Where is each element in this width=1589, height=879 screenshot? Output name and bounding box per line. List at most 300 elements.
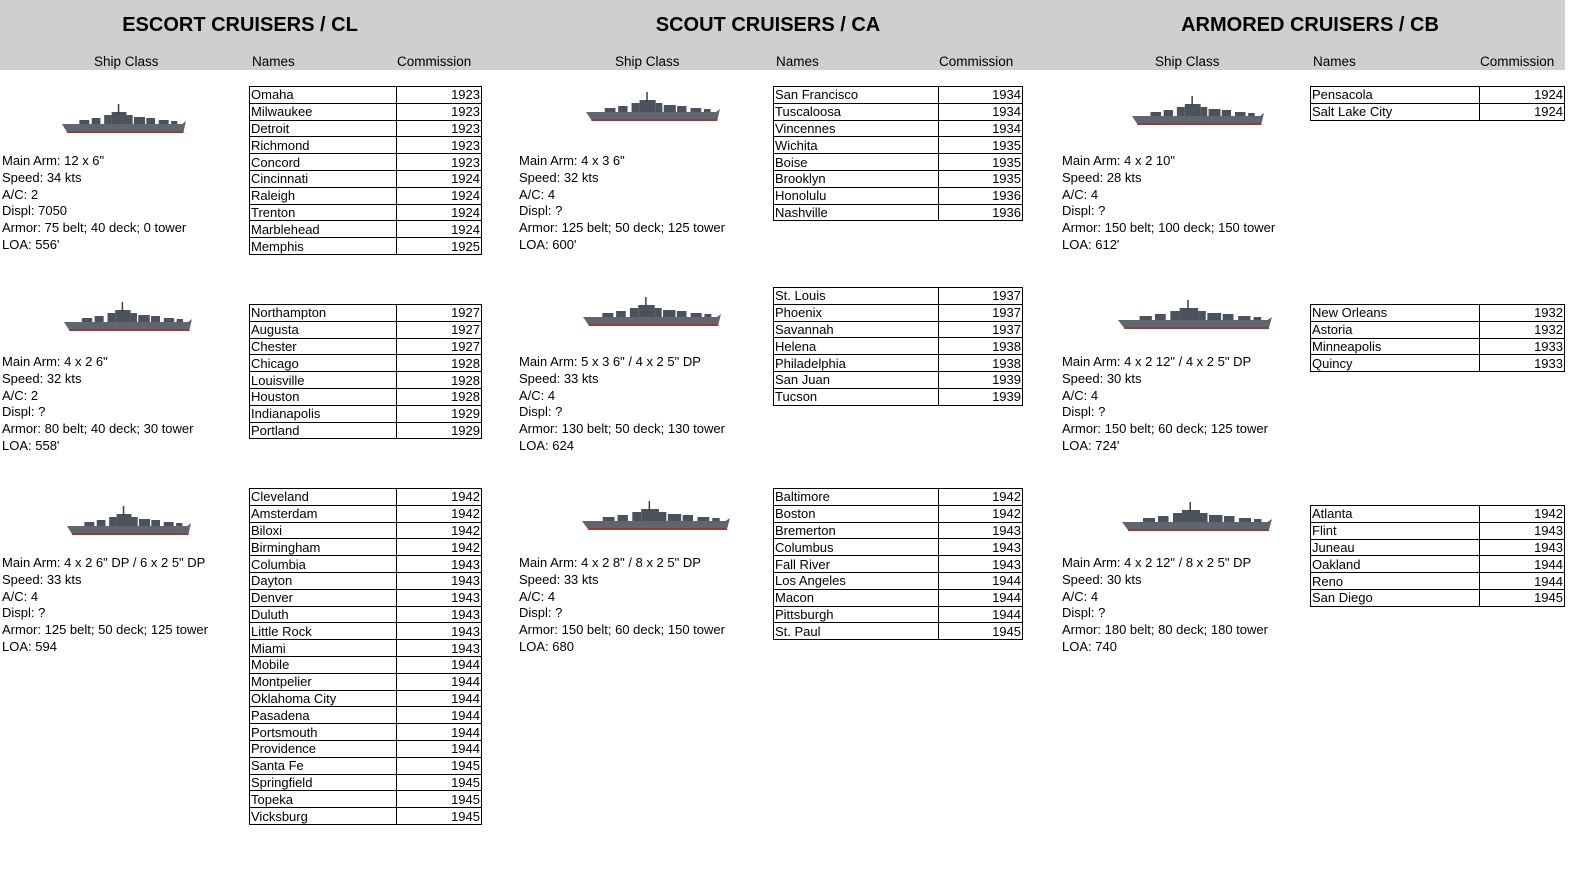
table-row (250, 338, 482, 355)
table-row (250, 522, 482, 539)
commission-year: 1927 (397, 338, 482, 355)
col-head-names: Names (776, 54, 819, 69)
ship-name: Providence (250, 740, 397, 757)
ship-name: Macon (774, 589, 939, 606)
commission-year: 1937 (939, 304, 1023, 321)
ship-name: Bremerton (774, 522, 939, 539)
commission-year: 1936 (939, 204, 1023, 221)
commission-year: 1942 (939, 489, 1023, 506)
table-row (1311, 338, 1565, 355)
commission-year: 1943 (397, 556, 482, 573)
ship-name: Little Rock (250, 623, 397, 640)
commission-year: 1944 (397, 673, 482, 690)
table-row (774, 371, 1023, 388)
ship-names-table (249, 86, 482, 255)
ship-name: Flint (1311, 522, 1480, 539)
spec-speed: Speed: 30 kts (1062, 370, 1142, 386)
ship-name: Houston (250, 388, 397, 405)
commission-year: 1938 (939, 355, 1023, 372)
ship-name: Columbus (774, 539, 939, 556)
ship-name: Omaha (250, 87, 397, 104)
spec-loa: LOA: 624 (519, 437, 574, 453)
table-row (1311, 539, 1565, 556)
table-row (774, 204, 1023, 221)
commission-year: 1943 (397, 572, 482, 589)
table-row (250, 808, 482, 825)
spec-loa: LOA: 600' (519, 236, 577, 252)
ship-class-specs (2, 153, 186, 254)
commission-year: 1943 (397, 606, 482, 623)
section-title-escort: ESCORT CRUISERS / CL (122, 14, 358, 36)
table-row (774, 170, 1023, 187)
commission-year: 1945 (397, 808, 482, 825)
table-row (250, 187, 482, 204)
spec-displacement: Displ: ? (1062, 605, 1106, 621)
commission-year: 1943 (939, 522, 1023, 539)
col-head-ship-class: Ship Class (615, 54, 680, 69)
table-row (774, 539, 1023, 556)
spec-main-arm: Main Arm: 4 x 2 12" / 8 x 2 5" DP (1062, 555, 1252, 570)
ship-name: Fall River (774, 556, 939, 573)
table-row (1311, 506, 1565, 523)
commission-year: 1927 (397, 305, 482, 322)
table-row (1311, 556, 1565, 573)
commission-year: 1945 (397, 774, 482, 791)
table-row (250, 321, 482, 338)
commission-year: 1923 (397, 137, 482, 154)
table-row (774, 606, 1023, 623)
commission-year: 1935 (939, 154, 1023, 171)
table-row (250, 740, 482, 757)
ship-name: Vicksburg (250, 808, 397, 825)
ship-name: Vincennes (774, 120, 939, 137)
table-row (250, 724, 482, 741)
table-row (774, 572, 1023, 589)
table-row (774, 338, 1023, 355)
spec-aircraft: A/C: 4 (2, 588, 39, 604)
commission-year: 1923 (397, 120, 482, 137)
spec-armor: Armor: 150 belt; 60 deck; 150 tower (519, 622, 725, 638)
commission-year: 1924 (397, 170, 482, 187)
spec-main-arm: Main Arm: 4 x 2 12" / 4 x 2 5" DP (1062, 354, 1252, 369)
table-row (250, 640, 482, 657)
spec-armor: Armor: 80 belt; 40 deck; 30 tower (2, 421, 194, 437)
spec-speed: Speed: 28 kts (1062, 169, 1142, 185)
ship-name: Amsterdam (250, 505, 397, 522)
ship-class-specs (519, 153, 725, 254)
ship-name: Cleveland (250, 489, 397, 506)
ship-name: Minneapolis (1311, 338, 1480, 355)
ship-name: Dayton (250, 572, 397, 589)
ship-silhouette-icon (1122, 498, 1272, 538)
col-head-commission: Commission (1480, 54, 1555, 69)
commission-year: 1944 (397, 707, 482, 724)
ship-name: Salt Lake City (1311, 103, 1480, 120)
spec-main-arm: Main Arm: 4 x 2 10" (1062, 153, 1175, 168)
spec-displacement: Displ: ? (519, 404, 563, 420)
ship-names-table (1310, 304, 1565, 372)
ship-name: Boise (774, 154, 939, 171)
spec-speed: Speed: 30 kts (1062, 571, 1142, 587)
spec-speed: Speed: 33 kts (2, 571, 82, 587)
ship-name: Tuscaloosa (774, 103, 939, 120)
ship-name: Brooklyn (774, 170, 939, 187)
spec-armor: Armor: 130 belt; 50 deck; 130 tower (519, 421, 725, 437)
table-row (250, 388, 482, 405)
commission-year: 1945 (1480, 589, 1565, 606)
ship-name: Detroit (250, 120, 397, 137)
ship-class-specs (519, 354, 725, 455)
ship-name: Reno (1311, 573, 1480, 590)
commission-year: 1923 (397, 87, 482, 104)
table-row (250, 707, 482, 724)
commission-year: 1934 (939, 87, 1023, 104)
ship-name: Philadelphia (774, 355, 939, 372)
table-row (774, 154, 1023, 171)
spec-armor: Armor: 75 belt; 40 deck; 0 tower (2, 220, 187, 236)
commission-year: 1945 (397, 757, 482, 774)
ship-name: Duluth (250, 606, 397, 623)
commission-year: 1942 (1480, 506, 1565, 523)
ship-name: Richmond (250, 137, 397, 154)
ship-silhouette-icon (583, 293, 721, 333)
table-row (774, 187, 1023, 204)
commission-year: 1927 (397, 321, 482, 338)
commission-year: 1942 (397, 539, 482, 556)
ship-name: Mobile (250, 656, 397, 673)
spec-main-arm: Main Arm: 4 x 2 6" DP / 6 x 2 5" DP (2, 555, 206, 570)
ship-name: Phoenix (774, 304, 939, 321)
spec-armor: Armor: 125 belt; 50 deck; 125 tower (2, 622, 208, 638)
ship-name: Indianapolis (250, 405, 397, 422)
ship-class-specs (1062, 354, 1268, 455)
table-row (250, 774, 482, 791)
commission-year: 1943 (397, 623, 482, 640)
ship-name: Helena (774, 338, 939, 355)
commission-year: 1938 (939, 338, 1023, 355)
table-row (774, 489, 1023, 506)
ship-class-specs (1062, 555, 1268, 656)
spec-aircraft: A/C: 2 (2, 186, 39, 202)
ship-name: St. Louis (774, 288, 939, 305)
table-row (774, 288, 1023, 305)
commission-year: 1935 (939, 170, 1023, 187)
ship-silhouette-icon (67, 502, 191, 542)
ship-name: Concord (250, 154, 397, 171)
ship-name: Birmingham (250, 539, 397, 556)
table-row (250, 87, 482, 104)
ship-class-specs (2, 354, 193, 455)
ship-name: Trenton (250, 204, 397, 221)
table-row (250, 305, 482, 322)
ship-name: Pittsburgh (774, 606, 939, 623)
table-row (250, 556, 482, 573)
spec-displacement: Displ: 7050 (2, 203, 68, 219)
ship-silhouette-icon (586, 88, 720, 128)
commission-year: 1923 (397, 103, 482, 120)
section-title-scout: SCOUT CRUISERS / CA (655, 14, 881, 36)
ship-names-table (1310, 86, 1565, 121)
table-row (250, 238, 482, 255)
ship-name: Quincy (1311, 355, 1480, 372)
commission-year: 1924 (1480, 103, 1565, 120)
spec-speed: Speed: 34 kts (2, 169, 82, 185)
spec-armor: Armor: 150 belt; 60 deck; 125 tower (1062, 421, 1268, 437)
table-row (774, 623, 1023, 640)
table-row (1311, 522, 1565, 539)
commission-year: 1929 (397, 422, 482, 439)
ship-name: Marblehead (250, 221, 397, 238)
spec-displacement: Displ: ? (1062, 203, 1106, 219)
ship-class-specs (2, 555, 208, 656)
ship-name: Biloxi (250, 522, 397, 539)
spec-displacement: Displ: ? (1062, 404, 1106, 420)
ship-name: Chicago (250, 355, 397, 372)
col-head-commission: Commission (397, 54, 472, 69)
ship-name: Tucson (774, 388, 939, 405)
commission-year: 1944 (397, 740, 482, 757)
col-head-names: Names (252, 54, 295, 69)
commission-year: 1928 (397, 355, 482, 372)
spec-armor: Armor: 150 belt; 100 deck; 150 tower (1062, 220, 1276, 236)
ship-name: Portland (250, 422, 397, 439)
commission-year: 1943 (1480, 539, 1565, 556)
spec-displacement: Displ: ? (2, 404, 46, 420)
table-row (774, 505, 1023, 522)
table-row (774, 556, 1023, 573)
ship-name: Astoria (1311, 321, 1480, 338)
ship-name: Memphis (250, 238, 397, 255)
ship-name: Wichita (774, 137, 939, 154)
table-row (250, 120, 482, 137)
commission-year: 1944 (1480, 556, 1565, 573)
col-head-ship-class: Ship Class (94, 54, 159, 69)
table-row (1311, 87, 1565, 104)
ship-name: Columbia (250, 556, 397, 573)
commission-year: 1943 (1480, 522, 1565, 539)
commission-year: 1923 (397, 154, 482, 171)
ship-name: Northampton (250, 305, 397, 322)
ship-name: Portsmouth (250, 724, 397, 741)
table-row (250, 372, 482, 389)
commission-year: 1924 (397, 204, 482, 221)
table-row (250, 606, 482, 623)
commission-year: 1933 (1480, 355, 1565, 372)
table-row (250, 154, 482, 171)
ship-name: Louisville (250, 372, 397, 389)
table-row (250, 623, 482, 640)
commission-year: 1945 (397, 791, 482, 808)
spec-speed: Speed: 32 kts (2, 370, 82, 386)
table-row (774, 522, 1023, 539)
spec-loa: LOA: 612' (1062, 236, 1120, 252)
commission-year: 1932 (1480, 321, 1565, 338)
commission-year: 1942 (397, 505, 482, 522)
commission-year: 1943 (939, 539, 1023, 556)
table-row (774, 304, 1023, 321)
commission-year: 1924 (1480, 87, 1565, 104)
spec-loa: LOA: 594 (2, 638, 57, 654)
ship-name: Augusta (250, 321, 397, 338)
commission-year: 1944 (1480, 573, 1565, 590)
spec-speed: Speed: 33 kts (519, 370, 599, 386)
table-row (1311, 573, 1565, 590)
table-row (250, 170, 482, 187)
commission-year: 1944 (939, 589, 1023, 606)
ship-name: Cincinnati (250, 170, 397, 187)
spec-main-arm: Main Arm: 12 x 6" (2, 153, 105, 168)
ship-class-specs (1062, 153, 1275, 254)
spec-loa: LOA: 680 (519, 638, 574, 654)
commission-year: 1933 (1480, 338, 1565, 355)
ship-name: Montpelier (250, 673, 397, 690)
commission-year: 1943 (397, 640, 482, 657)
table-row (774, 103, 1023, 120)
commission-year: 1939 (939, 388, 1023, 405)
commission-year: 1944 (397, 690, 482, 707)
table-row (250, 757, 482, 774)
commission-year: 1937 (939, 321, 1023, 338)
ship-name: St. Paul (774, 623, 939, 640)
table-row (774, 137, 1023, 154)
spec-aircraft: A/C: 4 (1062, 186, 1099, 202)
ship-name: Atlanta (1311, 506, 1480, 523)
ship-name: San Francisco (774, 87, 939, 104)
ship-names-table (773, 86, 1023, 221)
commission-year: 1945 (939, 623, 1023, 640)
ship-name: Milwaukee (250, 103, 397, 120)
table-row (250, 791, 482, 808)
table-row (774, 321, 1023, 338)
table-row (250, 103, 482, 120)
ship-name: Boston (774, 505, 939, 522)
commission-year: 1942 (397, 489, 482, 506)
spec-loa: LOA: 558' (2, 437, 60, 453)
commission-year: 1943 (939, 556, 1023, 573)
spec-loa: LOA: 556' (2, 236, 60, 252)
table-row (774, 87, 1023, 104)
ship-name: New Orleans (1311, 305, 1480, 322)
commission-year: 1928 (397, 388, 482, 405)
commission-year: 1934 (939, 103, 1023, 120)
ship-name: Oakland (1311, 556, 1480, 573)
spec-speed: Speed: 33 kts (519, 571, 599, 587)
ship-silhouette-icon (582, 497, 730, 537)
commission-year: 1936 (939, 187, 1023, 204)
ship-name: Topeka (250, 791, 397, 808)
commission-year: 1939 (939, 371, 1023, 388)
ship-names-table (249, 304, 482, 439)
table-row (250, 656, 482, 673)
ship-name: Los Angeles (774, 572, 939, 589)
spec-main-arm: Main Arm: 4 x 3 6" (519, 153, 625, 168)
table-row (1311, 305, 1565, 322)
table-row (1311, 321, 1565, 338)
table-row (1311, 103, 1565, 120)
ship-name: Baltimore (774, 489, 939, 506)
commission-year: 1942 (939, 505, 1023, 522)
ship-name: Juneau (1311, 539, 1480, 556)
commission-year: 1944 (397, 724, 482, 741)
spec-armor: Armor: 180 belt; 80 deck; 180 tower (1062, 622, 1268, 638)
spec-aircraft: A/C: 4 (1062, 387, 1099, 403)
ship-names-table (773, 488, 1023, 640)
table-row (774, 120, 1023, 137)
commission-year: 1944 (939, 572, 1023, 589)
spec-aircraft: A/C: 4 (519, 588, 556, 604)
table-row (1311, 589, 1565, 606)
table-row (250, 204, 482, 221)
table-row (250, 221, 482, 238)
table-row (774, 388, 1023, 405)
table-row (250, 572, 482, 589)
table-row (774, 355, 1023, 372)
commission-year: 1935 (939, 137, 1023, 154)
spec-main-arm: Main Arm: 5 x 3 6" / 4 x 2 5" DP (519, 354, 701, 369)
commission-year: 1942 (397, 522, 482, 539)
commission-year: 1934 (939, 120, 1023, 137)
ship-name: Honolulu (774, 187, 939, 204)
commission-year: 1924 (397, 187, 482, 204)
commission-year: 1924 (397, 221, 482, 238)
col-head-commission: Commission (939, 54, 1014, 69)
col-head-ship-class: Ship Class (1155, 54, 1220, 69)
ship-name: Pasadena (250, 707, 397, 724)
table-row (250, 673, 482, 690)
spec-armor: Armor: 125 belt; 50 deck; 125 tower (519, 220, 725, 236)
ship-name: Springfield (250, 774, 397, 791)
spec-loa: LOA: 740 (1062, 638, 1117, 654)
ship-name: Savannah (774, 321, 939, 338)
table-row (250, 690, 482, 707)
commission-year: 1937 (939, 288, 1023, 305)
spec-aircraft: A/C: 2 (2, 387, 39, 403)
commission-year: 1925 (397, 238, 482, 255)
ship-name: Denver (250, 589, 397, 606)
table-row (250, 137, 482, 154)
ship-silhouette-icon (1132, 92, 1264, 132)
ship-name: San Diego (1311, 589, 1480, 606)
ship-name: San Juan (774, 371, 939, 388)
spec-speed: Speed: 32 kts (519, 169, 599, 185)
spec-aircraft: A/C: 4 (519, 186, 556, 202)
commission-year: 1928 (397, 372, 482, 389)
commission-year: 1932 (1480, 305, 1565, 322)
table-row (1311, 355, 1565, 372)
spec-main-arm: Main Arm: 4 x 2 8" / 8 x 2 5" DP (519, 555, 701, 570)
table-row (250, 355, 482, 372)
spec-displacement: Displ: ? (519, 605, 563, 621)
table-row (250, 505, 482, 522)
ship-names-table (1310, 505, 1565, 607)
ship-name: Chester (250, 338, 397, 355)
ship-names-table (249, 488, 482, 825)
ship-name: Nashville (774, 204, 939, 221)
ship-class-specs (519, 555, 725, 656)
ship-name: Raleigh (250, 187, 397, 204)
commission-year: 1944 (397, 656, 482, 673)
section-title-armored: ARMORED CRUISERS / CB (1181, 14, 1439, 36)
ship-silhouette-icon (64, 298, 192, 338)
spec-main-arm: Main Arm: 4 x 2 6" (2, 354, 108, 369)
table-row (250, 489, 482, 506)
ship-names-table (773, 287, 1023, 406)
commission-year: 1944 (939, 606, 1023, 623)
spec-loa: LOA: 724' (1062, 437, 1120, 453)
spec-displacement: Displ: ? (2, 605, 46, 621)
ship-name: Pensacola (1311, 87, 1480, 104)
ship-silhouette-icon (1118, 296, 1272, 336)
